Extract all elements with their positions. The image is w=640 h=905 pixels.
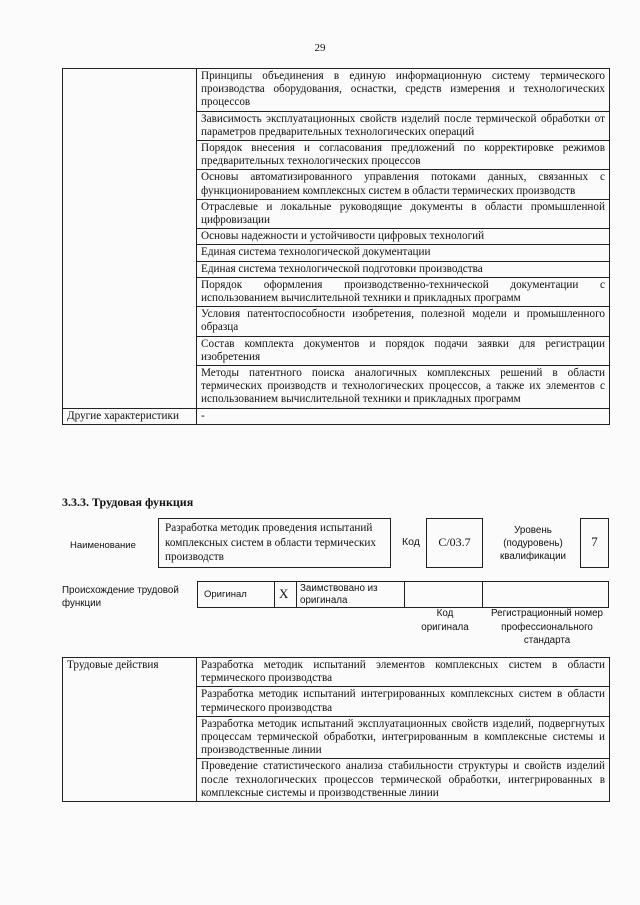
table-row (63, 408, 610, 424)
list-item: Порядок внесения и согласования предложений по корректировке режимов предварительных технологических процессов (197, 141, 610, 170)
blank-label-cell (63, 69, 197, 409)
reg-number-label: Регистрационный номер профессионального стандарта (491, 608, 603, 646)
name-box (158, 518, 391, 568)
name-value: Разработка методик проведения испытаний комплексных систем в области термических производств (165, 522, 376, 563)
list-item: Разработка методик испытаний интегрированных комплексных систем в области термического производства (197, 687, 610, 716)
actions-table (62, 657, 610, 802)
list-item: Методы патентного поиска аналогичных комплексных решений в области термических производств и технологических процессов, а также их элементов с использованием вычислительной техники и прикладных программ (197, 366, 610, 409)
level-value: 7 (591, 534, 598, 549)
list-item: Принципы объединения в единую информационную систему термического производства оборудования, оснастки, средств измерения и технологических процессов (197, 69, 610, 112)
table-row (63, 69, 610, 112)
divider (296, 581, 297, 607)
divider (274, 581, 275, 607)
code-box (426, 518, 483, 568)
divider (404, 581, 405, 607)
list-item: Порядок оформления производственно-технической документации с использованием вычислительной техники и прикладных программ (197, 277, 610, 306)
original-label: Оригинал (204, 589, 247, 600)
other-characteristics-value: - (197, 408, 610, 424)
section-heading: 3.3.3. Трудовая функция (62, 495, 194, 509)
code-original-label: Код оригинала (421, 608, 469, 633)
level-box (580, 518, 609, 568)
list-item: Единая система технологической подготовки производства (197, 261, 610, 277)
list-item: Зависимость эксплуатационных свойств изделий после термической обработки от параметров предварительных технологических операций (197, 111, 610, 140)
list-item: Единая система технологической документации (197, 245, 610, 261)
requirements-table (62, 68, 610, 425)
original-mark: X (279, 586, 289, 601)
list-item: Состав комплекта документов и порядок подачи заявки для регистрации изобретения (197, 336, 610, 365)
name-label: Наименование (70, 540, 136, 551)
list-item: Разработка методик испытаний эксплуатационных свойств изделий, подвергнутых процессам термической обработки, интегрированным в комплексные системы и производственные линии (197, 716, 610, 759)
level-label: Уровень (подуровень) квалификации (499, 525, 567, 562)
list-item: Условия патентоспособности изобретения, полезной модели и промышленного образца (197, 307, 610, 336)
table-row (63, 658, 610, 687)
code-label: Код (402, 536, 420, 548)
borrowed-label: Заимствовано из оригинала (300, 583, 378, 606)
list-item: Разработка методик испытаний элементов комплексных систем в области термического производства (197, 658, 610, 687)
origin-label: Происхождение трудовой функции (62, 585, 179, 609)
other-characteristics-label: Другие характеристики (63, 408, 197, 424)
divider (482, 581, 483, 607)
list-item: Отраслевые и локальные руководящие документы в области промышленной цифровизации (197, 199, 610, 228)
list-item: Проведение статистического анализа стабильности структуры и свойств изделий после технологических процессов термической обработки, интегрированных в комплексные системы и производственные линии (197, 759, 610, 802)
list-item: Основы автоматизированного управления потоками данных, связанных с функционированием комплексных систем в области термических производств (197, 170, 610, 199)
origin-box (197, 581, 609, 608)
page-number: 29 (314, 42, 326, 54)
code-value: C/03.7 (438, 535, 471, 549)
list-item: Основы надежности и устойчивости цифровых технологий (197, 229, 610, 245)
actions-label: Трудовые действия (63, 658, 197, 802)
